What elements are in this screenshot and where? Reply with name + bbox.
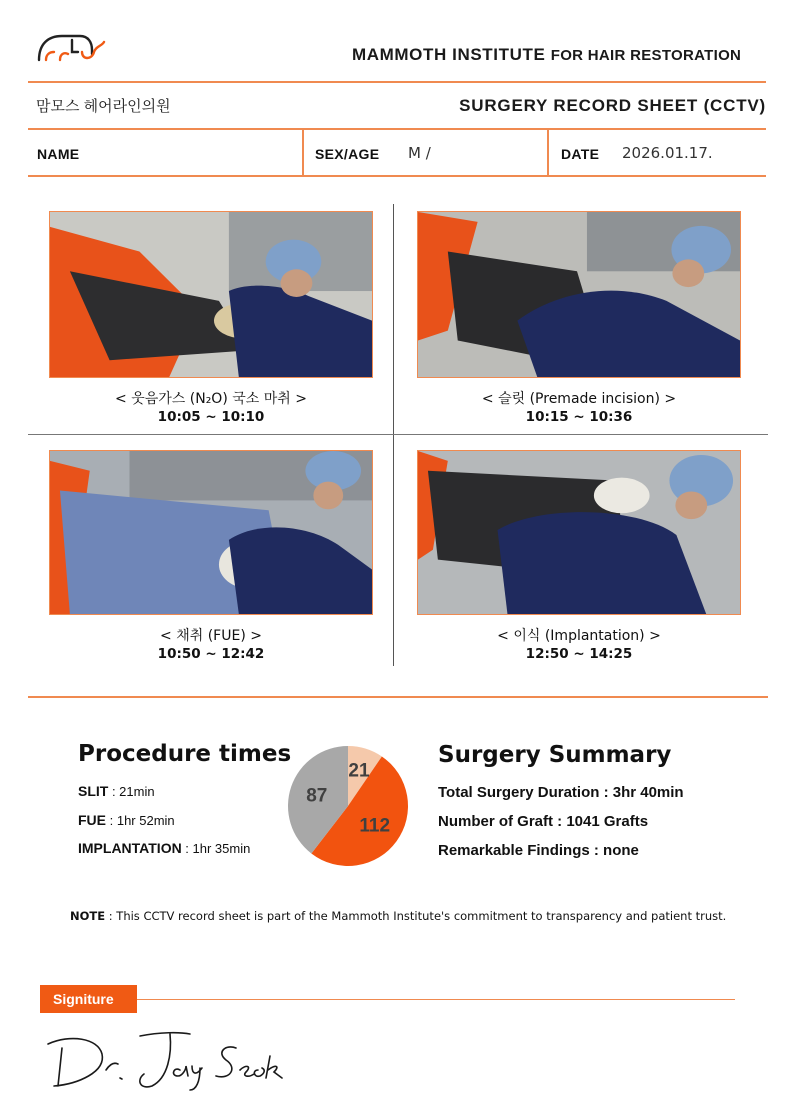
photo-caption-1 bbox=[49, 388, 373, 425]
signature-label: Signiture bbox=[40, 985, 137, 1013]
note bbox=[70, 909, 726, 923]
procedure-times-title: Procedure times bbox=[78, 741, 292, 767]
photo-caption-title: < 이식 (Implantation) > bbox=[497, 628, 661, 644]
korean-clinic-name: 맘모스 헤어라인의원 bbox=[36, 98, 171, 115]
mammoth-logo bbox=[36, 30, 108, 64]
sex-age-label: SEX/AGE bbox=[315, 146, 380, 162]
procedure-label: IMPLANTATION bbox=[78, 840, 182, 856]
divider bbox=[28, 175, 766, 177]
note-text: : This CCTV record sheet is part of the Mammoth Institute's commitment to transparency and patient trust. bbox=[105, 909, 727, 923]
divider bbox=[28, 696, 768, 698]
divider bbox=[28, 128, 766, 130]
photo-caption-2 bbox=[417, 388, 741, 425]
procedure-value: : 1hr 35min bbox=[181, 841, 251, 856]
surgery-photo-1 bbox=[49, 211, 373, 378]
photo-caption-time: 12:50 ~ 14:25 bbox=[525, 646, 633, 662]
procedure-row-fue bbox=[78, 812, 175, 828]
procedure-value: : 1hr 52min bbox=[106, 813, 175, 828]
photo-caption-4 bbox=[417, 625, 741, 662]
photo-caption-title: < 채취 (FUE) > bbox=[160, 628, 262, 644]
surgery-summary-title: Surgery Summary bbox=[438, 742, 672, 768]
institute-name: MAMMOTH INSTITUTE FOR HAIR RESTORATION bbox=[352, 45, 742, 64]
summary-total-duration: Total Surgery Duration : 3hr 40min bbox=[438, 784, 684, 801]
surgery-photo-3 bbox=[49, 450, 373, 615]
surgery-photo-2 bbox=[417, 211, 741, 378]
date-value: 2026.01.17. bbox=[622, 144, 713, 162]
procedure-label: SLIT bbox=[78, 783, 109, 799]
photo-caption-3 bbox=[49, 625, 373, 662]
pie-data-label: 21 bbox=[348, 760, 370, 782]
grid-divider bbox=[393, 204, 394, 666]
photo-caption-time: 10:05 ~ 10:10 bbox=[157, 409, 265, 425]
procedure-row-slit bbox=[78, 783, 155, 799]
surgery-photo-4 bbox=[417, 450, 741, 615]
date-label: DATE bbox=[561, 146, 600, 162]
procedure-row-implantation bbox=[78, 840, 250, 856]
sheet-title: SURGERY RECORD SHEET (CCTV) bbox=[459, 96, 766, 115]
pie-data-label: 112 bbox=[359, 815, 391, 837]
name-label: NAME bbox=[37, 146, 80, 162]
procedure-pie-chart bbox=[284, 744, 412, 868]
photo-caption-time: 10:15 ~ 10:36 bbox=[525, 409, 633, 425]
divider bbox=[302, 129, 304, 175]
summary-findings: Remarkable Findings : none bbox=[438, 842, 639, 859]
photo-caption-title: < 슬릿 (Premade incision) > bbox=[481, 391, 677, 407]
photo-caption-time: 10:50 ~ 12:42 bbox=[157, 646, 265, 662]
handwritten-signature bbox=[40, 1030, 300, 1092]
divider bbox=[28, 81, 766, 83]
summary-graft-count: Number of Graft : 1041 Grafts bbox=[438, 813, 649, 830]
photo-caption-title: < 웃음가스 (N₂O) 국소 마취 > bbox=[115, 391, 307, 407]
divider bbox=[547, 129, 549, 175]
procedure-label: FUE bbox=[78, 812, 106, 828]
signature-line bbox=[137, 999, 735, 1000]
procedure-value: : 21min bbox=[108, 784, 155, 799]
note-label: NOTE bbox=[70, 909, 106, 923]
pie-data-label: 87 bbox=[306, 785, 328, 807]
sex-age-value: M / bbox=[408, 144, 431, 162]
grid-divider bbox=[28, 434, 768, 435]
